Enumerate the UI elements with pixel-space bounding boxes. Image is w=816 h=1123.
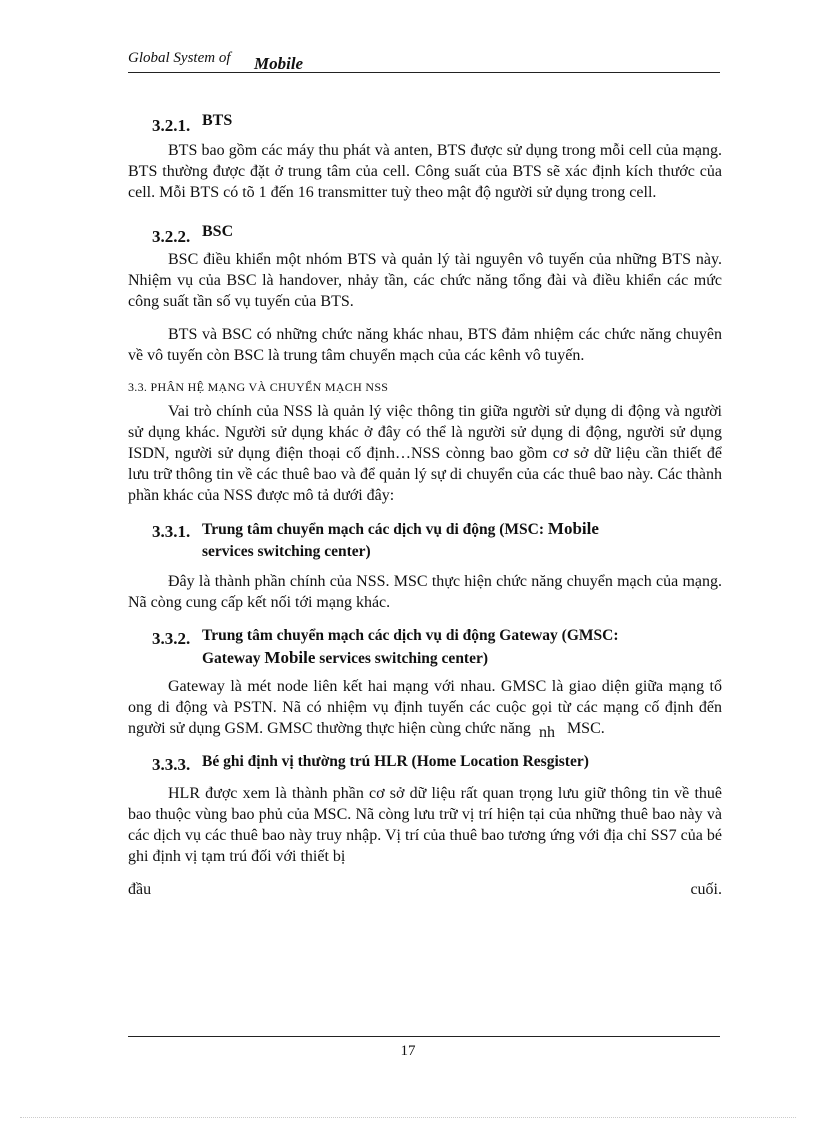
paragraph-text: nh [538,724,555,741]
heading-title-part: Mobile [264,648,316,667]
running-header [128,46,720,73]
paragraph-text: đầu [128,881,152,898]
paragraph-hlr [128,783,722,867]
heading-number: 3.3.3. [152,755,191,774]
heading-3-3-3 [128,751,722,773]
paragraph-bsc-1: BSC điều khiển một nhóm BTS và quản lý tài nguyên vô tuyến của những BTS này. Nhiệm vụ của BSC là handover, nhảy tần, các chức năng tổng đài và điều khiển các mức công suất tần số vụ tuyến của BTS. [128,251,722,310]
paragraph-hlr-end [128,879,722,900]
heading-title: BSC [202,223,234,240]
paragraph-text: cuối. [690,881,722,898]
footer-rule [128,1036,720,1037]
heading-title-part: services switching center) [202,543,371,560]
paragraph-bsc-2: BTS và BSC có những chức năng khác nhau, BTS đảm nhiệm các chức năng chuyên về vô tuyến còn BSC là trung tâm chuyển mạch của các kênh vô tuyến. [128,326,722,364]
page-body [128,100,722,900]
heading-3-2-2 [128,211,722,246]
heading-title [202,625,722,670]
page-number: 17 [400,1043,416,1059]
paragraph-text: chức năng [464,720,531,737]
paragraph-msc: Đây là thành phần chính của NSS. MSC thực hiện chức năng chuyển mạch của mạng. Nã còng cung cấp kết nối tới mạng khác. [128,573,722,611]
heading-number: 3.3.1. [152,522,191,541]
heading-title-part: services switching center) [319,650,489,667]
header-prefix: Global System of [128,50,231,66]
heading-number: 3.2.2. [152,227,191,246]
heading-number: 3.2.1. [152,116,191,135]
paragraph-text: MSC. [566,720,605,737]
page-edge-divider [20,1117,796,1118]
paragraph-bts: BTS bao gồm các máy thu phát và anten, BTS được sử dụng trong mỗi cell của mạng. BTS thường được đặt ở trung tâm của cell. Công suất của BTS sẽ xác định kích thước của cell. Mỗi BTS có tõ 1 đến 16 transmitter tuỳ theo mật độ người sử dụng trong cell. [128,142,722,201]
heading-3-2-1 [128,100,722,135]
heading-title [202,518,722,563]
header-suffix: Mobile [254,54,304,73]
paragraph-text: HLR được xem là thành phần cơ sở dữ liệu rất quan trọng lưu giữ thông tin về thuê bao thuộc vùng bao phủ của MSC. Nã còng lưu trữ vị trí hiện tại của những thuê bao này và các dịch vụ các thuê bao này truy nhập. Vị trí của thuê bao tương ứng với địa chỉ SS7 của bé ghi định vị tạm trú đối với thiết bị [128,785,722,865]
paragraph-gmsc [128,676,722,739]
heading-title-part: Trung tâm chuyển mạch các dịch vụ di động (MSC: [202,521,545,538]
heading-3-3-1 [128,518,722,563]
heading-title-part: Trung tâm chuyển mạch các dịch vụ di động Gateway (GMSC: [202,627,619,644]
section-heading-3-3: 3.3. PHÂN HỆ MẠNG VÀ CHUYỂN MẠCH NSS [128,380,389,394]
heading-title: Bé ghi định vị thường trú HLR (Home Location Resgister) [202,753,589,770]
heading-title: BTS [202,112,233,129]
heading-title-part: Gateway [202,650,261,667]
paragraph-nss: Vai trò chính của NSS là quản lý việc thông tin giữa người sử dụng di động và người sử dụng khác. Người sử dụng khác ở đây có thể là người sử dụng di động, người sử dụng ISDN, người sử dụng điện thoại cố định…NSS cònng bao gồm cơ sở dữ liệu cần thiết để lưu trữ thông tin về các thuê bao và để quản lý sự di chuyển của các thuê bao này. Các thành phần khác của NSS được mô tả dưới đây: [128,403,722,504]
heading-number: 3.3.2. [152,629,191,648]
heading-3-3-2 [128,625,722,670]
paragraph-text: Gateway là mét node liên kết hai mạng với nhau. GMSC là giao diện giữa mạng tổ ong di động và PSTN. Nã có nhiệm vụ định tuyến các cuộc gọi từ các mạng cố định đến người sử dụng GSM. GMSC thường thực hiện cùng [128,678,722,737]
heading-title-part: Mobile [547,519,599,538]
